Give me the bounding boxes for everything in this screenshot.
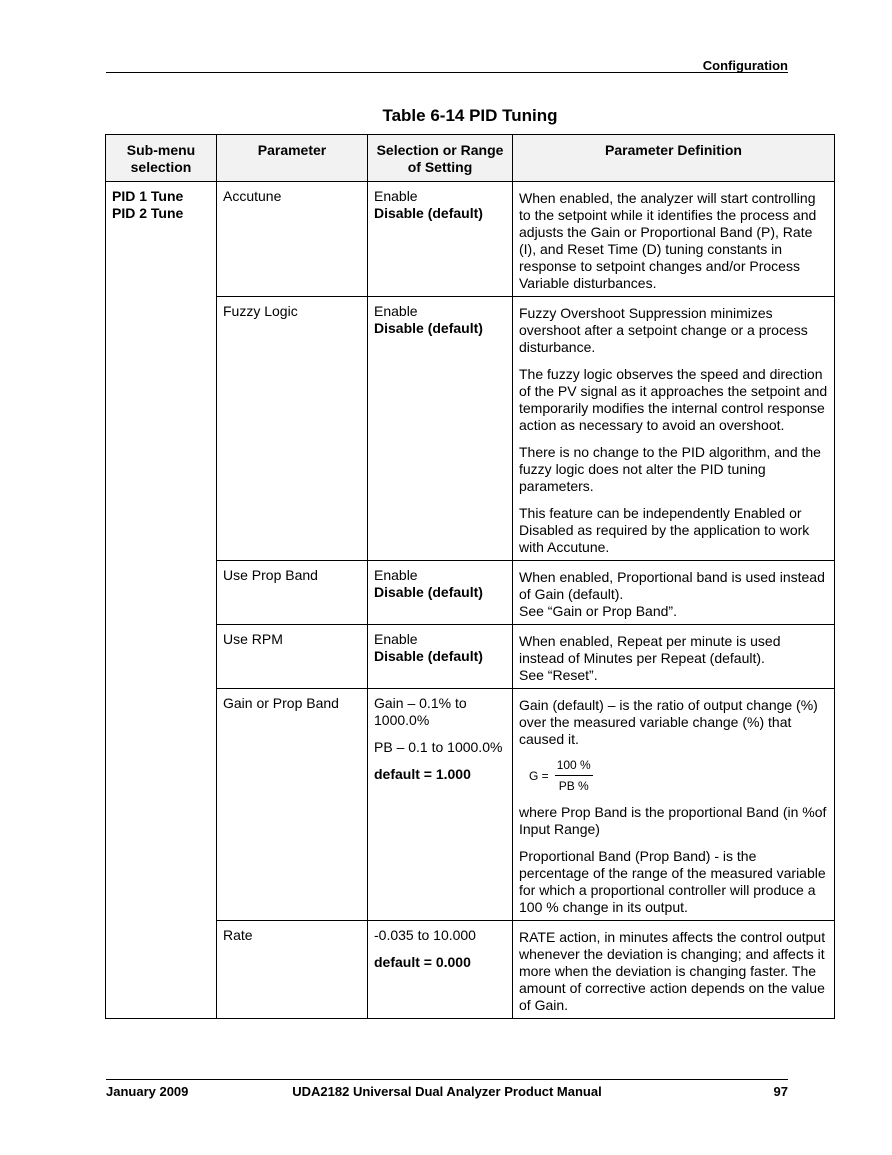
setting-default: Disable (default) (374, 205, 483, 221)
pid-tuning-table (105, 134, 835, 1019)
column-header-range: Selection or Range of Setting (368, 135, 513, 182)
definition-text: RATE action, in minutes affects the control output whenever the deviation is changing; and affects it more when the deviation is changing faster. The amount of corrective action depends on the value of Gain. (519, 929, 826, 1013)
submenu-cell (106, 182, 217, 1019)
definition-cell (513, 625, 835, 689)
column-header-submenu: Sub-menu selection (106, 135, 217, 182)
definition-text: There is no change to the PID algorithm, and the fuzzy logic does not alter the PID tuning parameters. (519, 444, 821, 494)
page-number: 97 (773, 1084, 788, 1099)
setting-option: -0.035 to 10.000 (374, 927, 476, 943)
parameter-cell: Use RPM (217, 625, 368, 689)
setting-option: Enable (374, 631, 418, 647)
range-cell (368, 561, 513, 625)
setting-option: Enable (374, 188, 418, 204)
formula-denominator: PB % (558, 779, 589, 793)
definition-text: The fuzzy logic observes the speed and direction of the PV signal as it approaches the setpoint and temporarily modifies the internal control response action as necessary to avoid an overshoot. (519, 366, 828, 433)
range-cell (368, 921, 513, 1019)
definition-cell (513, 561, 835, 625)
footer-date: January 2009 (106, 1084, 189, 1099)
definition-cell (513, 921, 835, 1019)
submenu-item: PID 1 Tune (112, 188, 184, 204)
parameter-cell: Use Prop Band (217, 561, 368, 625)
definition-text: where Prop Band is the proportional Band (in %of Input Range) (519, 804, 827, 837)
range-cell (368, 182, 513, 297)
range-cell (368, 297, 513, 561)
setting-default: Disable (default) (374, 648, 483, 664)
footer-manual-title: UDA2182 Universal Dual Analyzer Product Manual (292, 1084, 602, 1099)
setting-option: PB – 0.1 to 1000.0% (374, 739, 503, 755)
footer-divider (106, 1079, 788, 1080)
definition-text: When enabled, the analyzer will start controlling to the setpoint while it identifies the process and adjusts the Gain or Proportional Band (P), Rate (I), and Reset Time (D) tuning constants in response to setpoint changes and/or Process Variable disturbances. (519, 190, 817, 291)
column-header-definition: Parameter Definition (513, 135, 835, 182)
parameter-cell: Accutune (217, 182, 368, 297)
column-header-parameter: Parameter (217, 135, 368, 182)
parameter-cell: Fuzzy Logic (217, 297, 368, 561)
parameter-cell: Rate (217, 921, 368, 1019)
definition-text: Gain (default) – is the ratio of output change (%) over the measured variable change (%) that caused it. (519, 697, 818, 747)
setting-default: Disable (default) (374, 584, 483, 600)
formula-fraction (555, 757, 593, 795)
setting-default: default = 0.000 (374, 954, 471, 970)
definition-text: See “Gain or Prop Band”. (519, 603, 677, 619)
definition-text: See “Reset”. (519, 667, 598, 683)
formula-lhs: G = (529, 768, 549, 783)
definition-text: When enabled, Proportional band is used instead of Gain (default). (519, 569, 825, 602)
table-row (106, 182, 835, 297)
setting-option: Enable (374, 303, 418, 319)
running-header: Configuration (702, 58, 788, 73)
submenu-item: PID 2 Tune (112, 205, 184, 221)
formula-numerator: 100 % (555, 757, 593, 776)
definition-cell (513, 689, 835, 921)
definition-text: Fuzzy Overshoot Suppression minimizes overshoot after a setpoint change or a process disturbance. (519, 305, 808, 355)
gain-formula (529, 757, 828, 795)
table-title: Table 6-14 PID Tuning (382, 106, 558, 125)
definition-text: Proportional Band (Prop Band) - is the percentage of the range of the measured variable for which a proportional controller will produce a 100 % change in its output. (519, 848, 826, 915)
setting-default: default = 1.000 (374, 766, 471, 782)
setting-option: Gain – 0.1% to 1000.0% (374, 695, 467, 728)
setting-default: Disable (default) (374, 320, 483, 336)
range-cell (368, 625, 513, 689)
definition-cell (513, 182, 835, 297)
definition-text: This feature can be independently Enabled or Disabled as required by the application to work with Accutune. (519, 505, 810, 555)
parameter-cell: Gain or Prop Band (217, 689, 368, 921)
range-cell (368, 689, 513, 921)
definition-cell (513, 297, 835, 561)
setting-option: Enable (374, 567, 418, 583)
definition-text: When enabled, Repeat per minute is used instead of Minutes per Repeat (default). (519, 633, 781, 666)
header-divider (106, 72, 788, 73)
table-header-row (106, 135, 835, 182)
